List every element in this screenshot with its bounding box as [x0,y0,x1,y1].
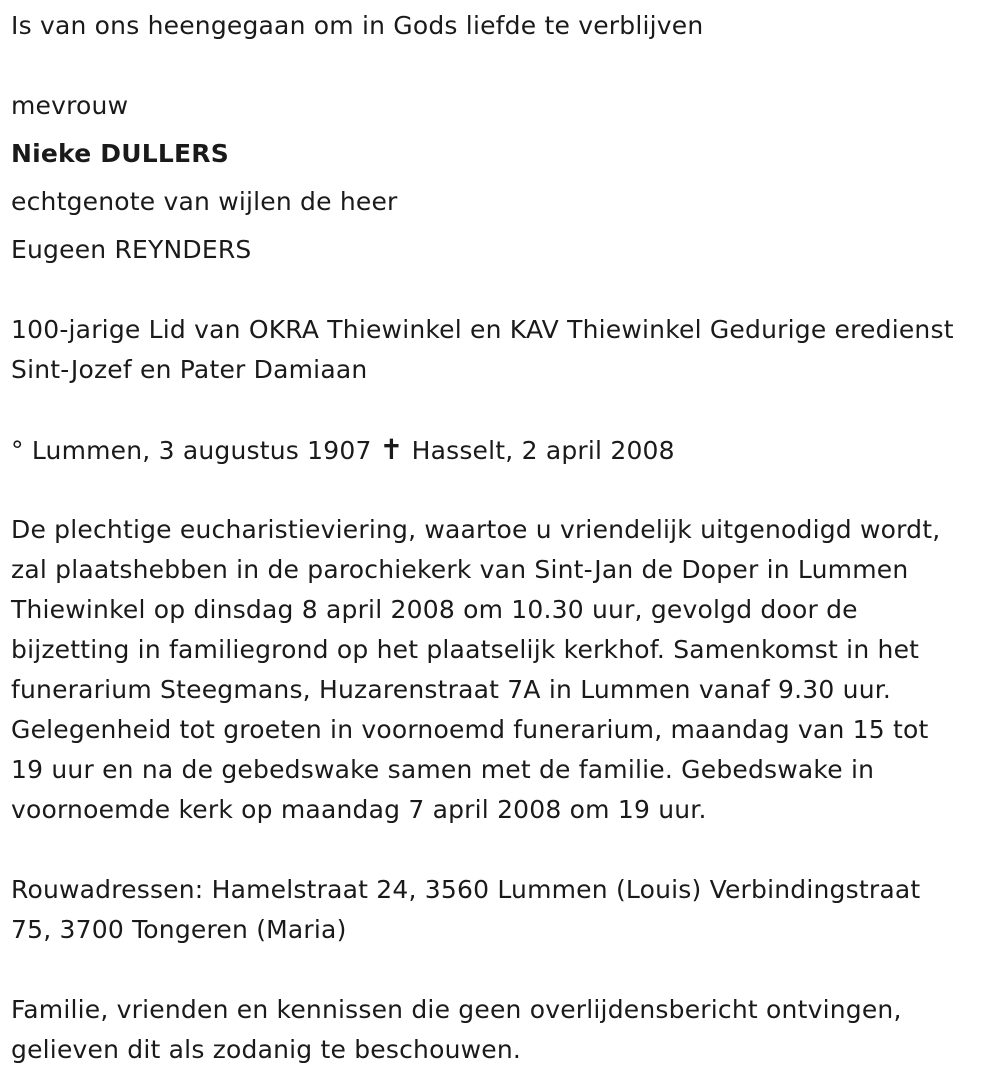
closing-line: gelieven dit als zodanig te beschouwen. [11,1035,522,1064]
address-line: Rouwadressen: Hamelstraat 24, 3560 Lummen (Louis) Verbindingstraat [11,875,921,904]
closing-line: Familie, vrienden en kennissen die geen overlijdensbericht ontvingen, [11,995,902,1024]
ceremony-line: 19 uur en na de gebedswake samen met de familie. Gebedswake in [11,755,875,784]
ceremony-line: zal plaatshebben in de parochiekerk van Sint-Jan de Doper in Lummen [11,555,909,584]
deceased-name: Nieke DULLERS [11,139,229,168]
spouse-name: Eugeen REYNDERS [11,235,252,264]
address-line: 75, 3700 Tongeren (Maria) [11,915,347,944]
ceremony-line: bijzetting in familiegrond op het plaatselijk kerkhof. Samenkomst in het [11,635,920,664]
cross-icon: ✝ [379,433,404,466]
death-info: Hasselt, 2 april 2008 [411,436,675,465]
ceremony-line: Thiewinkel op dinsdag 8 april 2008 om 10.30 uur, gevolgd door de [11,595,858,624]
ceremony-line: De plechtige eucharistieviering, waartoe u vriendelijk uitgenodigd wordt, [11,515,941,544]
ceremony-line: funerarium Steegmans, Huzarenstraat 7A in Lummen vanaf 9.30 uur. [11,675,892,704]
title-prefix: mevrouw [11,91,129,120]
intro-text: Is van ons heengegaan om in Gods liefde te verblijven [11,11,704,40]
membership-line: Sint-Jozef en Pater Damiaan [11,355,368,384]
birth-death-line [11,430,675,471]
membership-line: 100-jarige Lid van OKRA Thiewinkel en KAV Thiewinkel Gedurige eredienst [11,315,954,344]
ceremony-line: Gelegenheid tot groeten in voornoemd funerarium, maandag van 15 tot [11,715,929,744]
birth-info: ° Lummen, 3 augustus 1907 [11,436,372,465]
ceremony-line: voornoemde kerk op maandag 7 april 2008 om 19 uur. [11,795,707,824]
relation-text: echtgenote van wijlen de heer [11,187,398,216]
